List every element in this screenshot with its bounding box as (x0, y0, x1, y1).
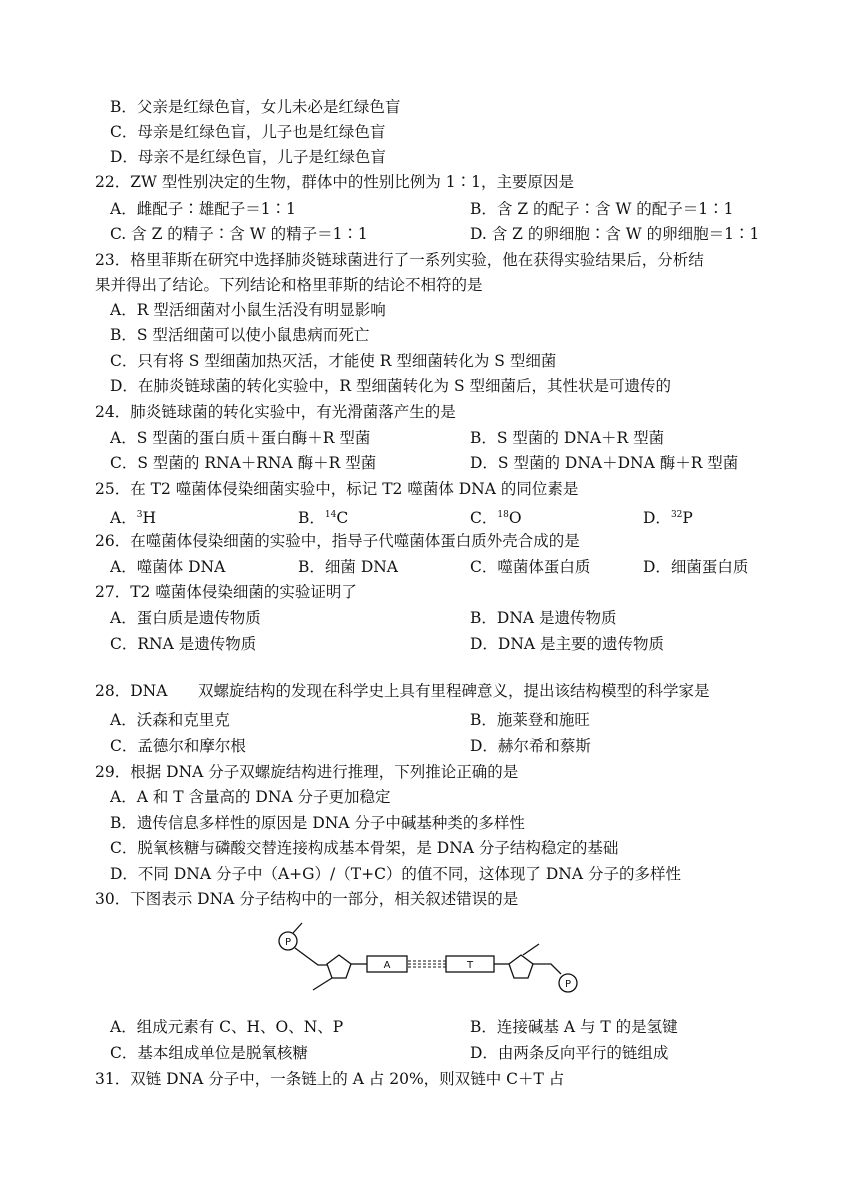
q24-option-a: A．S 型菌的蛋白质＋蛋白酶＋R 型菌 (110, 429, 371, 447)
q22-option-a: A．雌配子∶雄配子＝1∶1 (110, 200, 296, 218)
q22-stem: 22．ZW 型性别决定的生物，群体中的性别比例为 1∶1，主要原因是 (95, 173, 575, 191)
q25-stem: 25．在 T2 噬菌体侵染细菌实验中，标记 T2 噬菌体 DNA 的同位素是 (95, 480, 579, 498)
q28-option-b: B．施莱登和施旺 (470, 711, 590, 729)
q27-option-b: B．DNA 是遗传物质 (470, 609, 617, 627)
q22-option-c: C. 含 Z 的精子∶含 W 的精子＝1∶1 (110, 225, 368, 243)
q25-option-d: D．$^{32}$P (643, 509, 693, 527)
q30-option-c: C．基本组成单位是脱氧核糖 (110, 1044, 308, 1062)
q23-option-a: A．R 型活细菌对小鼠生活没有明显影响 (110, 301, 386, 319)
q28-stem: 双螺旋结构的发现在科学史上具有里程碑意义，提出该结构模型的科学家是 (198, 682, 710, 700)
q26-option-b: B．细菌 DNA (298, 558, 399, 576)
q27-option-a: A．蛋白质是遗传物质 (110, 609, 261, 627)
q29-option-a: A．A 和 T 含量高的 DNA 分子更加稳定 (110, 788, 391, 806)
q26-stem: 26．在噬菌体侵染细菌的实验中，指导子代噬菌体蛋白质外壳合成的是 (95, 532, 580, 550)
q26-option-d: D．细菌蛋白质 (643, 558, 749, 576)
q22-option-b: B．含 Z 的配子∶含 W 的配子＝1∶1 (470, 200, 734, 218)
q30-option-a: A．组成元素有 C、H、O、N、P (110, 1018, 344, 1036)
q27-option-c: C．RNA 是遗传物质 (110, 635, 257, 653)
q22-option-d: D. 含 Z 的卵细胞∶含 W 的卵细胞＝1∶1 (470, 225, 760, 243)
q26-option-c: C．噬菌体蛋白质 (470, 558, 591, 576)
q23-stem-line2: 果并得出了结论。下列结论和格里菲斯的结论不相符的是 (95, 276, 483, 294)
q21-option-b: B．父亲是红绿色盲，女儿未必是红绿色盲 (110, 98, 401, 116)
q30-stem: 30．下图表示 DNA 分子结构中的一部分，相关叙述错误的是 (95, 890, 519, 908)
q24-option-b: B．S 型菌的 DNA＋R 型菌 (470, 429, 665, 447)
right-deoxyribose-pentagon (509, 955, 533, 978)
q23-stem-line1: 23．格里菲斯在研究中选择肺炎链球菌进行了一系列实验，他在获得实验结果后，分析结 (95, 251, 704, 269)
q21-option-c: C．母亲是红绿色盲，儿子也是红绿色盲 (110, 123, 386, 141)
base-t-label: T (466, 960, 474, 971)
q30-option-b: B．连接碱基 A 与 T 的是氢键 (470, 1018, 678, 1036)
q30-option-d: D．由两条反向平行的链组成 (470, 1044, 669, 1062)
dna-structure-diagram (275, 904, 595, 999)
q24-option-d: D．S 型菌的 DNA＋DNA 酶＋R 型菌 (470, 454, 739, 472)
left-deoxyribose-pentagon (327, 955, 351, 978)
q27-option-d: D．DNA 是主要的遗传物质 (470, 635, 665, 653)
q23-option-b: B．S 型活细菌可以使小鼠患病而死亡 (110, 326, 370, 344)
q24-option-c: C．S 型菌的 RNA＋RNA 酶＋R 型菌 (110, 454, 377, 472)
q25-option-a: A．$^3$H (110, 509, 156, 527)
q26-option-a: A．噬菌体 DNA (110, 558, 226, 576)
q29-option-c: C．脱氧核糖与磷酸交替连接构成基本骨架，是 DNA 分子结构稳定的基础 (110, 839, 619, 857)
q29-option-b: B．遗传信息多样性的原因是 DNA 分子中碱基种类的多样性 (110, 814, 525, 832)
q28-option-c: C．孟德尔和摩尔根 (110, 737, 246, 755)
q28-option-d: D．赫尔希和蔡斯 (470, 737, 591, 755)
q21-option-d: D．母亲不是红绿色盲，儿子是红绿色盲 (110, 148, 386, 166)
q25-option-b: B．$^{14}$C (298, 509, 349, 527)
q31-stem: 31．双链 DNA 分子中，一条链上的 A 占 20%，则双链中 C＋T 占 (95, 1070, 565, 1088)
q29-option-d: D．不同 DNA 分子中（A+G）/（T+C）的值不同，这体现了 DNA 分子的多样性 (110, 865, 681, 883)
q23-option-c: C．只有将 S 型细菌加热灭活，才能使 R 型细菌转化为 S 型细菌 (110, 352, 557, 370)
base-a-label: A (383, 960, 391, 971)
hydrogen-bonds (408, 961, 446, 967)
right-phosphate-label: P (564, 979, 572, 990)
q23-option-d: D．在肺炎链球菌的转化实验中，R 型细菌转化为 S 型细菌后，其性状是可遗传的 (110, 377, 671, 395)
q28-option-a: A．沃森和克里克 (110, 711, 230, 729)
left-phosphate-label: P (284, 937, 292, 948)
q28-number: 28．DNA (95, 682, 168, 700)
q29-stem: 29．根据 DNA 分子双螺旋结构进行推理，下列推论正确的是 (95, 763, 519, 781)
q24-stem: 24．肺炎链球菌的转化实验中，有光滑菌落产生的是 (95, 403, 456, 421)
q27-stem: 27．T2 噬菌体侵染细菌的实验证明了 (95, 583, 357, 601)
q25-option-c: C．$^{18}$O (470, 509, 522, 527)
